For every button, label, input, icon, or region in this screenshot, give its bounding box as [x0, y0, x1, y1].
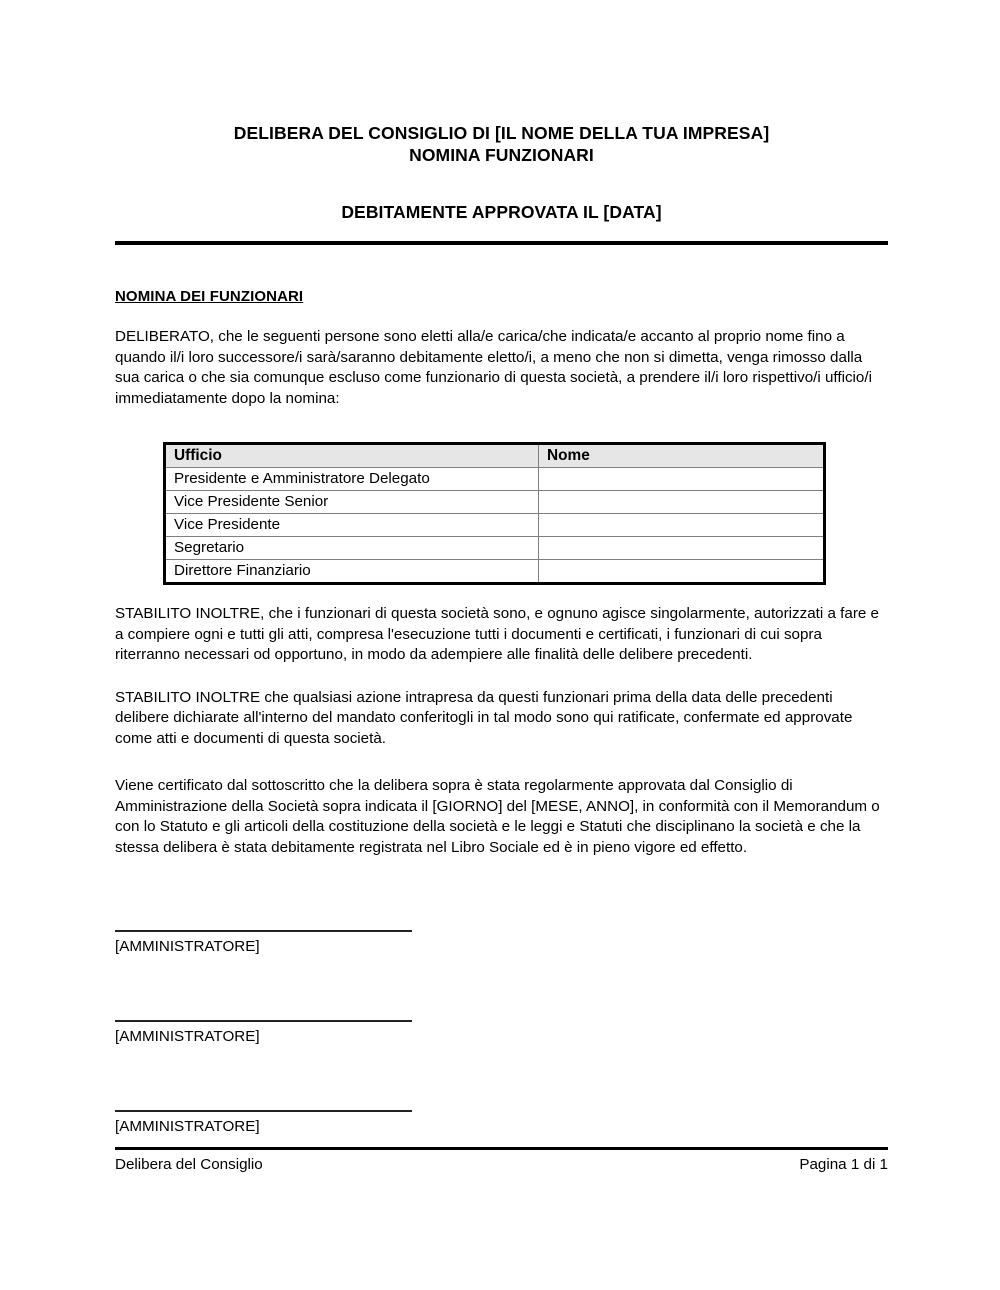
signature-block — [115, 930, 515, 957]
table-header-row — [165, 444, 825, 468]
paragraph-resolved-further-2: STABILITO INOLTRE che qualsiasi azione intrapresa da questi funzionari prima della data delle precedenti delibere dichiarate all'interno del mandato conferitogli in tal modo sono qui ratificate, confermate ed approvate come atti e documenti di questa società. — [115, 688, 853, 747]
cell-office: Segretario — [165, 537, 539, 560]
column-header-ufficio: Ufficio — [165, 444, 539, 468]
officers-table — [163, 442, 826, 585]
table-row — [165, 560, 825, 584]
cell-office: Vice Presidente Senior — [165, 491, 539, 514]
officers-table-head — [165, 444, 825, 468]
table-row — [165, 514, 825, 537]
resolutions-block — [115, 604, 888, 750]
cell-name[interactable] — [539, 491, 825, 514]
signature-label: [AMMINISTRATORE] — [115, 938, 260, 955]
page-title-line-2: NOMINA FUNZIONARI — [409, 145, 594, 165]
signature-label: [AMMINISTRATORE] — [115, 1118, 260, 1135]
officers-table-container — [163, 442, 823, 585]
cell-office: Presidente e Amministratore Delegato — [165, 468, 539, 491]
cell-office: Vice Presidente — [165, 514, 539, 537]
section-nomina-funzionari — [115, 288, 888, 409]
signature-block — [115, 1020, 515, 1047]
title-divider — [115, 241, 888, 245]
signature-section — [115, 930, 515, 1137]
cell-office: Direttore Finanziario — [165, 560, 539, 584]
paragraph-certification: Viene certificato dal sottoscritto che la delibera sopra è stata regolarmente approvata dal Consiglio di Amministrazione della Società sopra indicata il [GIORNO] del [MESE, ANNO], in conformità con il Memorandum o con lo Statuto e gli articoli della costituzione della società e le leggi e Statuti che disciplinano la società e che la stessa delibera è stata debitamente registrata nel Libro Sociale ed è in pieno vigore ed effetto. — [115, 777, 880, 856]
footer-document-name: Delibera del Consiglio — [115, 1156, 263, 1173]
page-title-line-1: DELIBERA DEL CONSIGLIO DI [IL NOME DELLA TUA IMPRESA] — [233, 123, 770, 143]
cell-name[interactable] — [539, 468, 825, 491]
signature-block — [115, 1110, 515, 1137]
cell-name[interactable] — [539, 514, 825, 537]
cell-name[interactable] — [539, 537, 825, 560]
table-row — [165, 491, 825, 514]
page-subtitle: DEBITAMENTE APPROVATA IL [DATA] — [341, 202, 662, 222]
footer-divider — [115, 1147, 888, 1150]
intro-paragraph: DELIBERATO, che le seguenti persone sono eletti alla/e carica/che indicata/e accanto al proprio nome fino a quando il/i loro successore/i sarà/saranno debitamente eletto/i, a meno che non si dimetta, venga rimosso dalla sua carica o che sia comunque escluso come funzionario di questa società, a prendere il/i loro rispettivo/i ufficio/i immediatamente dopo la nomina: — [115, 328, 872, 407]
signature-label: [AMMINISTRATORE] — [115, 1028, 260, 1045]
cell-name[interactable] — [539, 560, 825, 584]
paragraph-resolved-further-1: STABILITO INOLTRE, che i funzionari di questa società sono, e ognuno agisce singolarmente, autorizzati a fare e a compiere ogni e tutti gli atti, compresa l'esecuzione tutti i documenti e certificati, i funzionari di cui sopra riterranno necessari od opportuno, in modo da adempiere alle finalità delle delibere precedenti. — [115, 605, 880, 664]
certification-block — [115, 776, 888, 858]
footer-page-number: Pagina 1 di 1 — [799, 1156, 888, 1173]
page-footer — [115, 1155, 888, 1175]
document-title-block — [115, 122, 888, 223]
table-row — [165, 468, 825, 491]
section-heading: NOMINA DEI FUNZIONARI — [115, 288, 304, 305]
column-header-nome: Nome — [539, 444, 825, 468]
table-row — [165, 537, 825, 560]
officers-table-body — [165, 468, 825, 584]
